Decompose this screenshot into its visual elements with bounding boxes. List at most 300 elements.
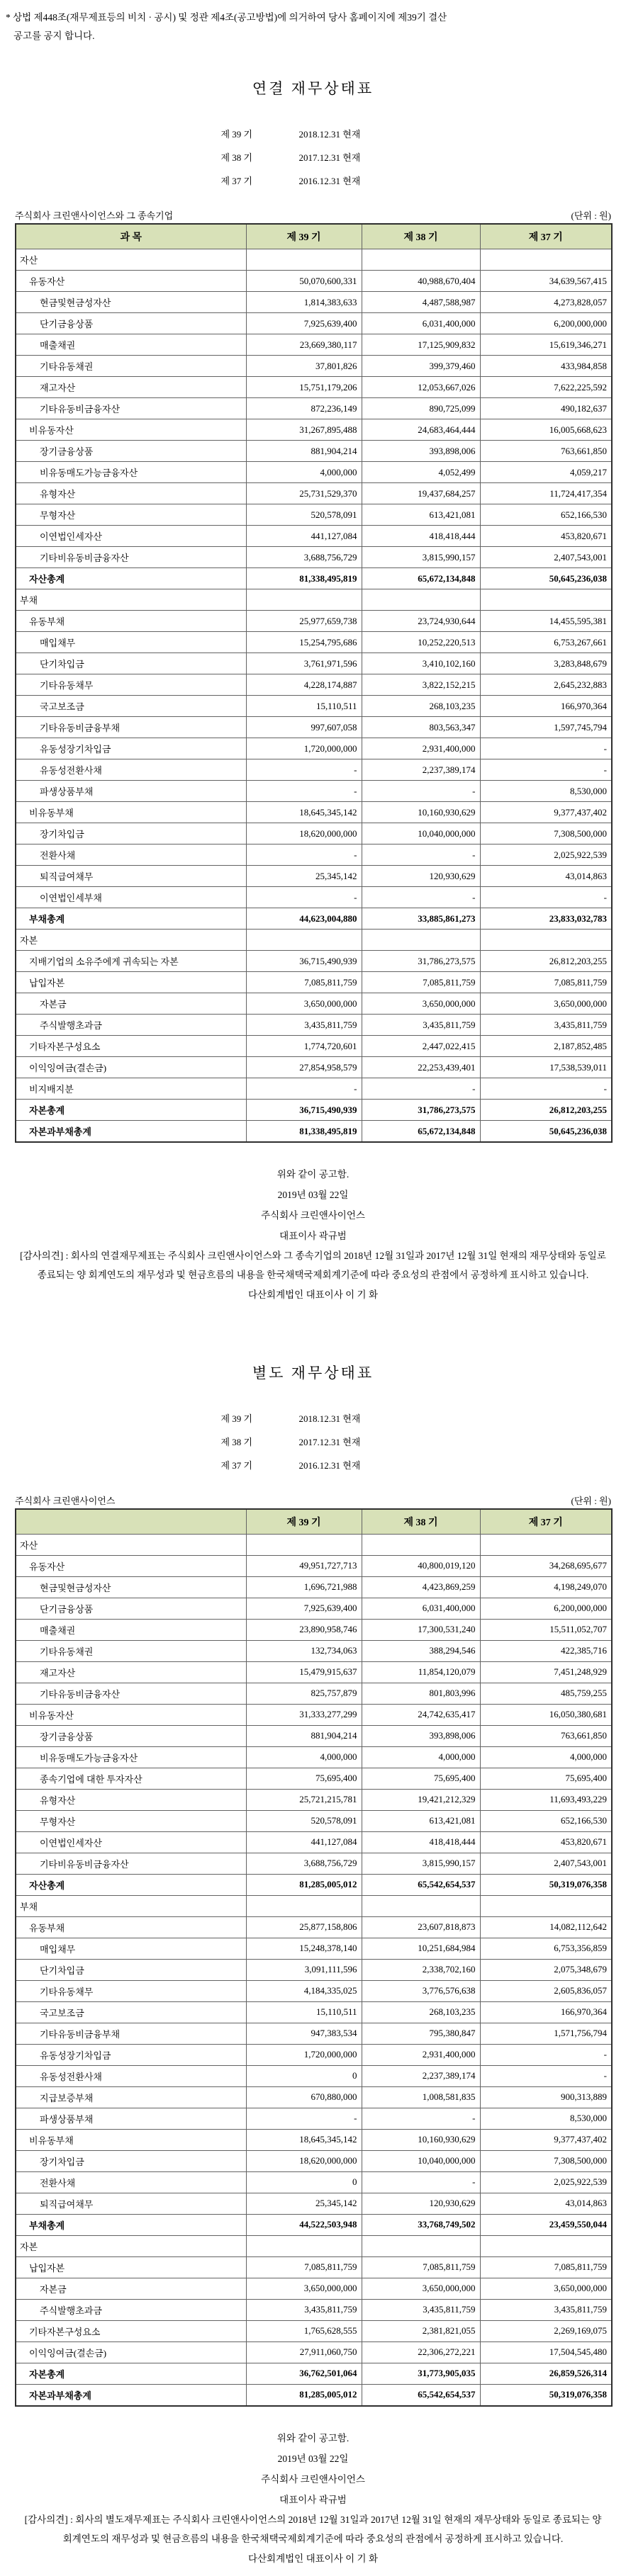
- amount-value: 31,786,273,575: [362, 1100, 480, 1121]
- amount-value: 36,715,490,939: [246, 951, 362, 972]
- table-row: [16, 2363, 612, 2384]
- amount-value: 10,160,930,629: [362, 2129, 480, 2150]
- period-date: 2017.12.31 현재: [298, 1437, 361, 1448]
- table-row: [16, 2384, 612, 2406]
- amount-value: 4,184,335,025: [246, 1980, 362, 2001]
- table-row: [16, 1078, 612, 1100]
- amount-value: 43,014,863: [480, 2193, 612, 2214]
- table-row: [16, 696, 612, 717]
- account-label: 기타유동비금융부채: [16, 717, 246, 738]
- table-row: [16, 483, 612, 504]
- amount-value: -: [246, 759, 362, 781]
- amount-value: 2,407,543,001: [480, 1853, 612, 1874]
- period-label: 제 38 기: [220, 1437, 253, 1448]
- account-label: 파생상품부채: [16, 781, 246, 802]
- table-row: [16, 1576, 612, 1598]
- amount-value: 4,487,588,987: [362, 292, 480, 313]
- footer-date: 2019년 03월 22일: [277, 1190, 349, 1201]
- amount-value: [362, 1534, 480, 1555]
- table-row: [16, 1768, 612, 1789]
- amount-value: 3,815,990,157: [362, 1853, 480, 1874]
- account-label: 비유동매도가능금융자산: [16, 1746, 246, 1768]
- amount-value: 10,160,930,629: [362, 802, 480, 823]
- amount-value: 15,110,511: [246, 696, 362, 717]
- amount-value: 40,988,670,404: [362, 271, 480, 292]
- amount-value: [246, 930, 362, 951]
- amount-value: 166,970,364: [480, 696, 612, 717]
- account-label: 자본: [16, 2235, 246, 2256]
- account-label: 자산: [16, 249, 246, 271]
- account-label: 이연법인세자산: [16, 1831, 246, 1853]
- table-row: [16, 611, 612, 632]
- table-row: [16, 2299, 612, 2320]
- amount-value: 25,721,215,781: [246, 1789, 362, 1810]
- amount-value: 763,661,850: [480, 441, 612, 462]
- account-label: 비유동매도가능금융자산: [16, 462, 246, 483]
- amount-value: 801,803,996: [362, 1683, 480, 1704]
- amount-value: 2,381,821,055: [362, 2320, 480, 2341]
- table-row: [16, 2044, 612, 2065]
- account-label: 비유동부채: [16, 2129, 246, 2150]
- column-header-period-37: 제 37 기: [480, 224, 612, 249]
- amount-value: 485,759,255: [480, 1683, 612, 1704]
- account-label: 주식발행초과금: [16, 1015, 246, 1036]
- amount-value: 393,898,006: [362, 1725, 480, 1746]
- table-row: [16, 271, 612, 292]
- amount-value: 26,859,526,314: [480, 2363, 612, 2384]
- audit-opinion: [감사의견] : 회사의 연결재무제표는 주식회사 크린앤사이언스와 그 종속기업의 2018년 12월 31일과 2017년 12월 31일 현재의 재무상태와 동일로 종료되는 양 회계연도의 재무성과 및 현금흐름의 내용을 한국채택국제회계기준에 따라 중요성의 관점에서 공정하게 표시하고 있습니다.: [20, 1250, 606, 1281]
- table-row: [16, 2086, 612, 2108]
- table-row: [16, 866, 612, 887]
- table-row: [16, 1534, 612, 1555]
- amount-value: 7,085,811,759: [362, 2256, 480, 2278]
- amount-value: 3,435,811,759: [480, 1015, 612, 1036]
- account-label: 기타자본구성요소: [16, 2320, 246, 2341]
- account-label: 자본과부채총계: [16, 2384, 246, 2406]
- amount-value: 453,820,671: [480, 526, 612, 547]
- period-date: 2018.12.31 현재: [298, 128, 361, 140]
- account-label: 기타자본구성요소: [16, 1036, 246, 1057]
- amount-value: 0: [246, 2065, 362, 2086]
- amount-value: 881,904,214: [246, 441, 362, 462]
- amount-value: 4,000,000: [246, 462, 362, 483]
- amount-value: 81,285,005,012: [246, 1874, 362, 1895]
- amount-value: 7,451,248,929: [480, 1661, 612, 1683]
- amount-value: 947,383,534: [246, 2023, 362, 2044]
- amount-value: 22,306,272,221: [362, 2341, 480, 2363]
- account-label: 현금및현금성자산: [16, 292, 246, 313]
- amount-value: [362, 930, 480, 951]
- amount-value: 31,267,895,488: [246, 419, 362, 441]
- table-row: [16, 1746, 612, 1768]
- amount-value: 3,283,848,679: [480, 653, 612, 674]
- account-label: 부채총계: [16, 908, 246, 930]
- amount-value: 268,103,235: [362, 696, 480, 717]
- amount-value: 23,724,930,644: [362, 611, 480, 632]
- table-row: [16, 2341, 612, 2363]
- amount-value: 23,459,550,044: [480, 2214, 612, 2235]
- amount-value: 6,753,356,859: [480, 1938, 612, 1959]
- table-row: [16, 313, 612, 334]
- auditor-name: 다산회계법인 대표이사 이 기 화: [247, 1289, 379, 1301]
- amount-value: 50,319,076,358: [480, 1874, 612, 1895]
- amount-value: 3,650,000,000: [246, 993, 362, 1015]
- amount-value: 18,620,000,000: [246, 2150, 362, 2171]
- account-label: 장기금융상품: [16, 441, 246, 462]
- account-label: 자본: [16, 930, 246, 951]
- account-label: 기타유동비금융자산: [16, 398, 246, 419]
- account-label: 유동자산: [16, 1555, 246, 1576]
- account-label: 비지배지분: [16, 1078, 246, 1100]
- amount-value: 11,724,417,354: [480, 483, 612, 504]
- table-row: [16, 887, 612, 908]
- table-row: [16, 823, 612, 844]
- amount-value: -: [362, 2108, 480, 2129]
- account-label: 자본총계: [16, 1100, 246, 1121]
- amount-value: -: [246, 844, 362, 866]
- amount-value: 8,530,000: [480, 781, 612, 802]
- table-row: [16, 1121, 612, 1143]
- amount-value: 81,338,495,819: [246, 1121, 362, 1143]
- auditor-name: 다산회계법인 대표이사 이 기 화: [247, 2553, 379, 2564]
- amount-value: [246, 1534, 362, 1555]
- amount-value: 3,688,756,729: [246, 1853, 362, 1874]
- account-label: 유형자산: [16, 483, 246, 504]
- account-label: 유동성전환사채: [16, 759, 246, 781]
- amount-value: 997,607,058: [246, 717, 362, 738]
- amount-value: 81,338,495,819: [246, 568, 362, 589]
- account-label: 이연법인세부채: [16, 887, 246, 908]
- account-label: 단기금융상품: [16, 313, 246, 334]
- amount-value: 652,166,530: [480, 504, 612, 526]
- table-row: [16, 993, 612, 1015]
- account-label: 이익잉여금(결손금): [16, 2341, 246, 2363]
- account-label: 매출채권: [16, 334, 246, 356]
- footer-company: 주식회사 크린앤사이언스: [261, 1210, 365, 1221]
- account-label: 무형자산: [16, 1810, 246, 1831]
- amount-value: 3,650,000,000: [480, 993, 612, 1015]
- amount-value: -: [362, 781, 480, 802]
- table-row: [16, 1661, 612, 1683]
- amount-value: 15,110,511: [246, 2001, 362, 2023]
- amount-value: 3,650,000,000: [362, 2278, 480, 2299]
- separate-balance-sheet-table: [15, 1508, 613, 2407]
- account-label: 주식발행초과금: [16, 2299, 246, 2320]
- amount-value: 43,014,863: [480, 866, 612, 887]
- amount-value: 1,774,720,601: [246, 1036, 362, 1057]
- amount-value: 65,672,134,848: [362, 568, 480, 589]
- audit-opinion: [감사의견] : 회사의 별도재무제표는 주식회사 크린앤사이언스의 2018년 12월 31일과 2017년 12월 31일 현재의 재무상태와 동일로 종료되는 양 회계연도의 재무성과 및 현금흐름의 내용을 한국채택국제회계기준에 따라 중요성의 관점에서 공정하게 표시하고 있습니다.: [24, 2514, 602, 2544]
- consolidated-footer: [0, 1164, 626, 1305]
- amount-value: 10,040,000,000: [362, 823, 480, 844]
- table-row: [16, 1100, 612, 1121]
- company-name: 주식회사 크린앤사이언스와 그 종속기업: [15, 210, 174, 222]
- amount-value: 4,052,499: [362, 462, 480, 483]
- amount-value: -: [362, 887, 480, 908]
- amount-value: 4,059,217: [480, 462, 612, 483]
- table-row: [16, 334, 612, 356]
- footer-ceo: 대표이사 곽규범: [279, 2494, 347, 2505]
- table-row: [16, 653, 612, 674]
- amount-value: 17,538,539,011: [480, 1057, 612, 1078]
- amount-value: 23,833,032,783: [480, 908, 612, 930]
- table-row: [16, 717, 612, 738]
- table-row: [16, 547, 612, 568]
- amount-value: 7,308,500,000: [480, 2150, 612, 2171]
- table-row: [16, 759, 612, 781]
- table-row: [16, 1619, 612, 1640]
- amount-value: 3,435,811,759: [362, 1015, 480, 1036]
- amount-value: -: [480, 1078, 612, 1100]
- account-label: 비유동부채: [16, 802, 246, 823]
- amount-value: 120,930,629: [362, 2193, 480, 2214]
- account-label: 기타비유동비금융자산: [16, 1853, 246, 1874]
- footer-ceo: 대표이사 곽규범: [279, 1231, 347, 1242]
- amount-value: 3,410,102,160: [362, 653, 480, 674]
- footer-company: 주식회사 크린앤사이언스: [261, 2473, 365, 2485]
- table-row: [16, 356, 612, 377]
- account-label: 비유동자산: [16, 419, 246, 441]
- amount-value: 4,228,174,887: [246, 674, 362, 696]
- amount-value: 3,650,000,000: [480, 2278, 612, 2299]
- amount-value: 19,437,684,257: [362, 483, 480, 504]
- amount-value: -: [480, 759, 612, 781]
- table-row: [16, 1555, 612, 1576]
- amount-value: 33,885,861,273: [362, 908, 480, 930]
- account-label: 장기차입금: [16, 823, 246, 844]
- table-row: [16, 589, 612, 611]
- period-list: [164, 123, 462, 193]
- amount-value: 34,268,695,677: [480, 1555, 612, 1576]
- amount-value: 16,050,380,681: [480, 1704, 612, 1725]
- amount-value: 1,720,000,000: [246, 738, 362, 759]
- amount-value: 2,237,389,174: [362, 2065, 480, 2086]
- amount-value: -: [246, 781, 362, 802]
- table-row: [16, 1704, 612, 1725]
- account-label: 유동부채: [16, 1916, 246, 1938]
- amount-value: 1,814,383,633: [246, 292, 362, 313]
- amount-value: 19,421,212,329: [362, 1789, 480, 1810]
- table-row: [16, 292, 612, 313]
- amount-value: 25,731,529,370: [246, 483, 362, 504]
- amount-value: 25,877,158,806: [246, 1916, 362, 1938]
- amount-value: 795,380,847: [362, 2023, 480, 2044]
- period-label: 제 37 기: [220, 1460, 253, 1471]
- table-meta-line: [15, 208, 611, 222]
- table-row: [16, 1036, 612, 1057]
- amount-value: 6,753,267,661: [480, 632, 612, 653]
- unit-label: (단위 : 원): [571, 1495, 611, 1506]
- note-line-2: 공고를 공지 합니다.: [13, 30, 95, 42]
- amount-value: 8,530,000: [480, 2108, 612, 2129]
- period-row: [164, 1407, 462, 1430]
- account-label: 자본금: [16, 993, 246, 1015]
- amount-value: -: [246, 887, 362, 908]
- amount-value: 75,695,400: [246, 1768, 362, 1789]
- period-date: 2018.12.31 현재: [298, 1413, 361, 1425]
- amount-value: 65,672,134,848: [362, 1121, 480, 1143]
- amount-value: 2,447,022,415: [362, 1036, 480, 1057]
- amount-value: 3,822,152,215: [362, 674, 480, 696]
- account-label: 국고보조금: [16, 2001, 246, 2023]
- amount-value: 4,000,000: [480, 1746, 612, 1768]
- amount-value: 10,252,220,513: [362, 632, 480, 653]
- period-row: [164, 123, 462, 146]
- table-row: [16, 2193, 612, 2214]
- amount-value: -: [362, 844, 480, 866]
- account-label: 전환사채: [16, 2171, 246, 2193]
- table-row: [16, 738, 612, 759]
- amount-value: 418,418,444: [362, 526, 480, 547]
- table-meta-line: [15, 1493, 611, 1507]
- amount-value: 3,688,756,729: [246, 547, 362, 568]
- amount-value: 3,776,576,638: [362, 1980, 480, 2001]
- account-label: 매입채무: [16, 1938, 246, 1959]
- amount-value: [480, 249, 612, 271]
- account-label: 납입자본: [16, 2256, 246, 2278]
- amount-value: 2,645,232,883: [480, 674, 612, 696]
- account-label: 기타유동채권: [16, 356, 246, 377]
- announcement-note: [0, 0, 626, 46]
- amount-value: 3,761,971,596: [246, 653, 362, 674]
- table-row: [16, 844, 612, 866]
- amount-value: [362, 1895, 480, 1916]
- period-row: [164, 169, 462, 193]
- column-header-period-38: 제 38 기: [362, 1509, 480, 1535]
- amount-value: 763,661,850: [480, 1725, 612, 1746]
- amount-value: 890,725,099: [362, 398, 480, 419]
- table-row: [16, 674, 612, 696]
- account-label: 자본과부채총계: [16, 1121, 246, 1143]
- amount-value: -: [362, 1078, 480, 1100]
- amount-value: 1,597,745,794: [480, 717, 612, 738]
- amount-value: 22,253,439,401: [362, 1057, 480, 1078]
- table-row: [16, 2278, 612, 2299]
- amount-value: 2,338,702,160: [362, 1959, 480, 1980]
- account-label: 자산: [16, 1534, 246, 1555]
- account-label: 자본총계: [16, 2363, 246, 2384]
- amount-value: 422,385,716: [480, 1640, 612, 1661]
- amount-value: 36,762,501,064: [246, 2363, 362, 2384]
- amount-value: 81,285,005,012: [246, 2384, 362, 2406]
- page-title-separate: 별도 재무상태표: [252, 1365, 374, 1382]
- account-label: 유동성장기차입금: [16, 738, 246, 759]
- table-row: [16, 1916, 612, 1938]
- table-row: [16, 1015, 612, 1036]
- amount-value: 4,000,000: [362, 1746, 480, 1768]
- amount-value: 50,070,600,331: [246, 271, 362, 292]
- amount-value: [246, 2235, 362, 2256]
- table-row: [16, 249, 612, 271]
- amount-value: 2,931,400,000: [362, 738, 480, 759]
- period-row: [164, 146, 462, 169]
- amount-value: 27,911,060,750: [246, 2341, 362, 2363]
- amount-value: 1,008,581,835: [362, 2086, 480, 2108]
- column-header-account: [16, 1509, 246, 1535]
- amount-value: 27,854,958,579: [246, 1057, 362, 1078]
- table-row: [16, 568, 612, 589]
- account-label: 기타유동채무: [16, 674, 246, 696]
- amount-value: 2,605,836,057: [480, 1980, 612, 2001]
- amount-value: 25,345,142: [246, 866, 362, 887]
- table-row: [16, 781, 612, 802]
- amount-value: 24,683,464,444: [362, 419, 480, 441]
- amount-value: 7,085,811,759: [362, 972, 480, 993]
- note-line-1: * 상법 제448조(재무제표등의 비치 · 공시) 및 정관 제4조(공고방법)에 의거하여 당사 홈페이지에 제39기 결산: [6, 12, 447, 23]
- amount-value: 23,607,818,873: [362, 1916, 480, 1938]
- amount-value: 15,511,052,707: [480, 1619, 612, 1640]
- amount-value: 433,984,858: [480, 356, 612, 377]
- amount-value: 10,251,684,984: [362, 1938, 480, 1959]
- amount-value: [362, 589, 480, 611]
- amount-value: 50,645,236,038: [480, 1121, 612, 1143]
- column-header-period-38: 제 38 기: [362, 224, 480, 249]
- amount-value: 520,578,091: [246, 1810, 362, 1831]
- amount-value: 132,734,063: [246, 1640, 362, 1661]
- account-label: 퇴직급여채무: [16, 866, 246, 887]
- table-row: [16, 2108, 612, 2129]
- amount-value: 17,300,531,240: [362, 1619, 480, 1640]
- account-label: 유동성전환사채: [16, 2065, 246, 2086]
- table-row: [16, 2171, 612, 2193]
- amount-value: 14,082,112,642: [480, 1916, 612, 1938]
- amount-value: 2,025,922,539: [480, 844, 612, 866]
- amount-value: 36,715,490,939: [246, 1100, 362, 1121]
- amount-value: 11,854,120,079: [362, 1661, 480, 1683]
- table-row: [16, 1938, 612, 1959]
- period-date: 2016.12.31 현재: [298, 175, 361, 186]
- amount-value: 15,248,378,140: [246, 1938, 362, 1959]
- table-row: [16, 462, 612, 483]
- table-row: [16, 526, 612, 547]
- account-label: 현금및현금성자산: [16, 1576, 246, 1598]
- amount-value: [246, 249, 362, 271]
- amount-value: 6,031,400,000: [362, 313, 480, 334]
- account-label: 비유동자산: [16, 1704, 246, 1725]
- account-label: 이익잉여금(결손금): [16, 1057, 246, 1078]
- amount-value: -: [246, 2108, 362, 2129]
- consolidated-balance-sheet-table: [15, 223, 613, 1143]
- table-row: [16, 398, 612, 419]
- amount-value: 15,751,179,206: [246, 377, 362, 398]
- consolidated-statement-section: [0, 77, 626, 1306]
- table-row: [16, 2129, 612, 2150]
- table-row: [16, 1640, 612, 1661]
- amount-value: 393,898,006: [362, 441, 480, 462]
- account-label: 기타비유동비금융자산: [16, 547, 246, 568]
- amount-value: [480, 589, 612, 611]
- amount-value: 15,619,346,271: [480, 334, 612, 356]
- company-name: 주식회사 크린앤사이언스: [15, 1495, 116, 1506]
- amount-value: 3,435,811,759: [480, 2299, 612, 2320]
- table-row: [16, 1789, 612, 1810]
- amount-value: 2,075,348,679: [480, 1959, 612, 1980]
- amount-value: 50,319,076,358: [480, 2384, 612, 2406]
- account-label: 단기차입금: [16, 653, 246, 674]
- amount-value: 2,269,169,075: [480, 2320, 612, 2341]
- account-label: 전환사채: [16, 844, 246, 866]
- period-date: 2016.12.31 현재: [298, 1460, 361, 1471]
- account-label: 장기금융상품: [16, 1725, 246, 1746]
- amount-value: 75,695,400: [480, 1768, 612, 1789]
- amount-value: 24,742,635,417: [362, 1704, 480, 1725]
- amount-value: 50,645,236,038: [480, 568, 612, 589]
- amount-value: 25,345,142: [246, 2193, 362, 2214]
- amount-value: -: [480, 738, 612, 759]
- amount-value: 65,542,654,537: [362, 2384, 480, 2406]
- amount-value: [362, 249, 480, 271]
- amount-value: 3,650,000,000: [246, 2278, 362, 2299]
